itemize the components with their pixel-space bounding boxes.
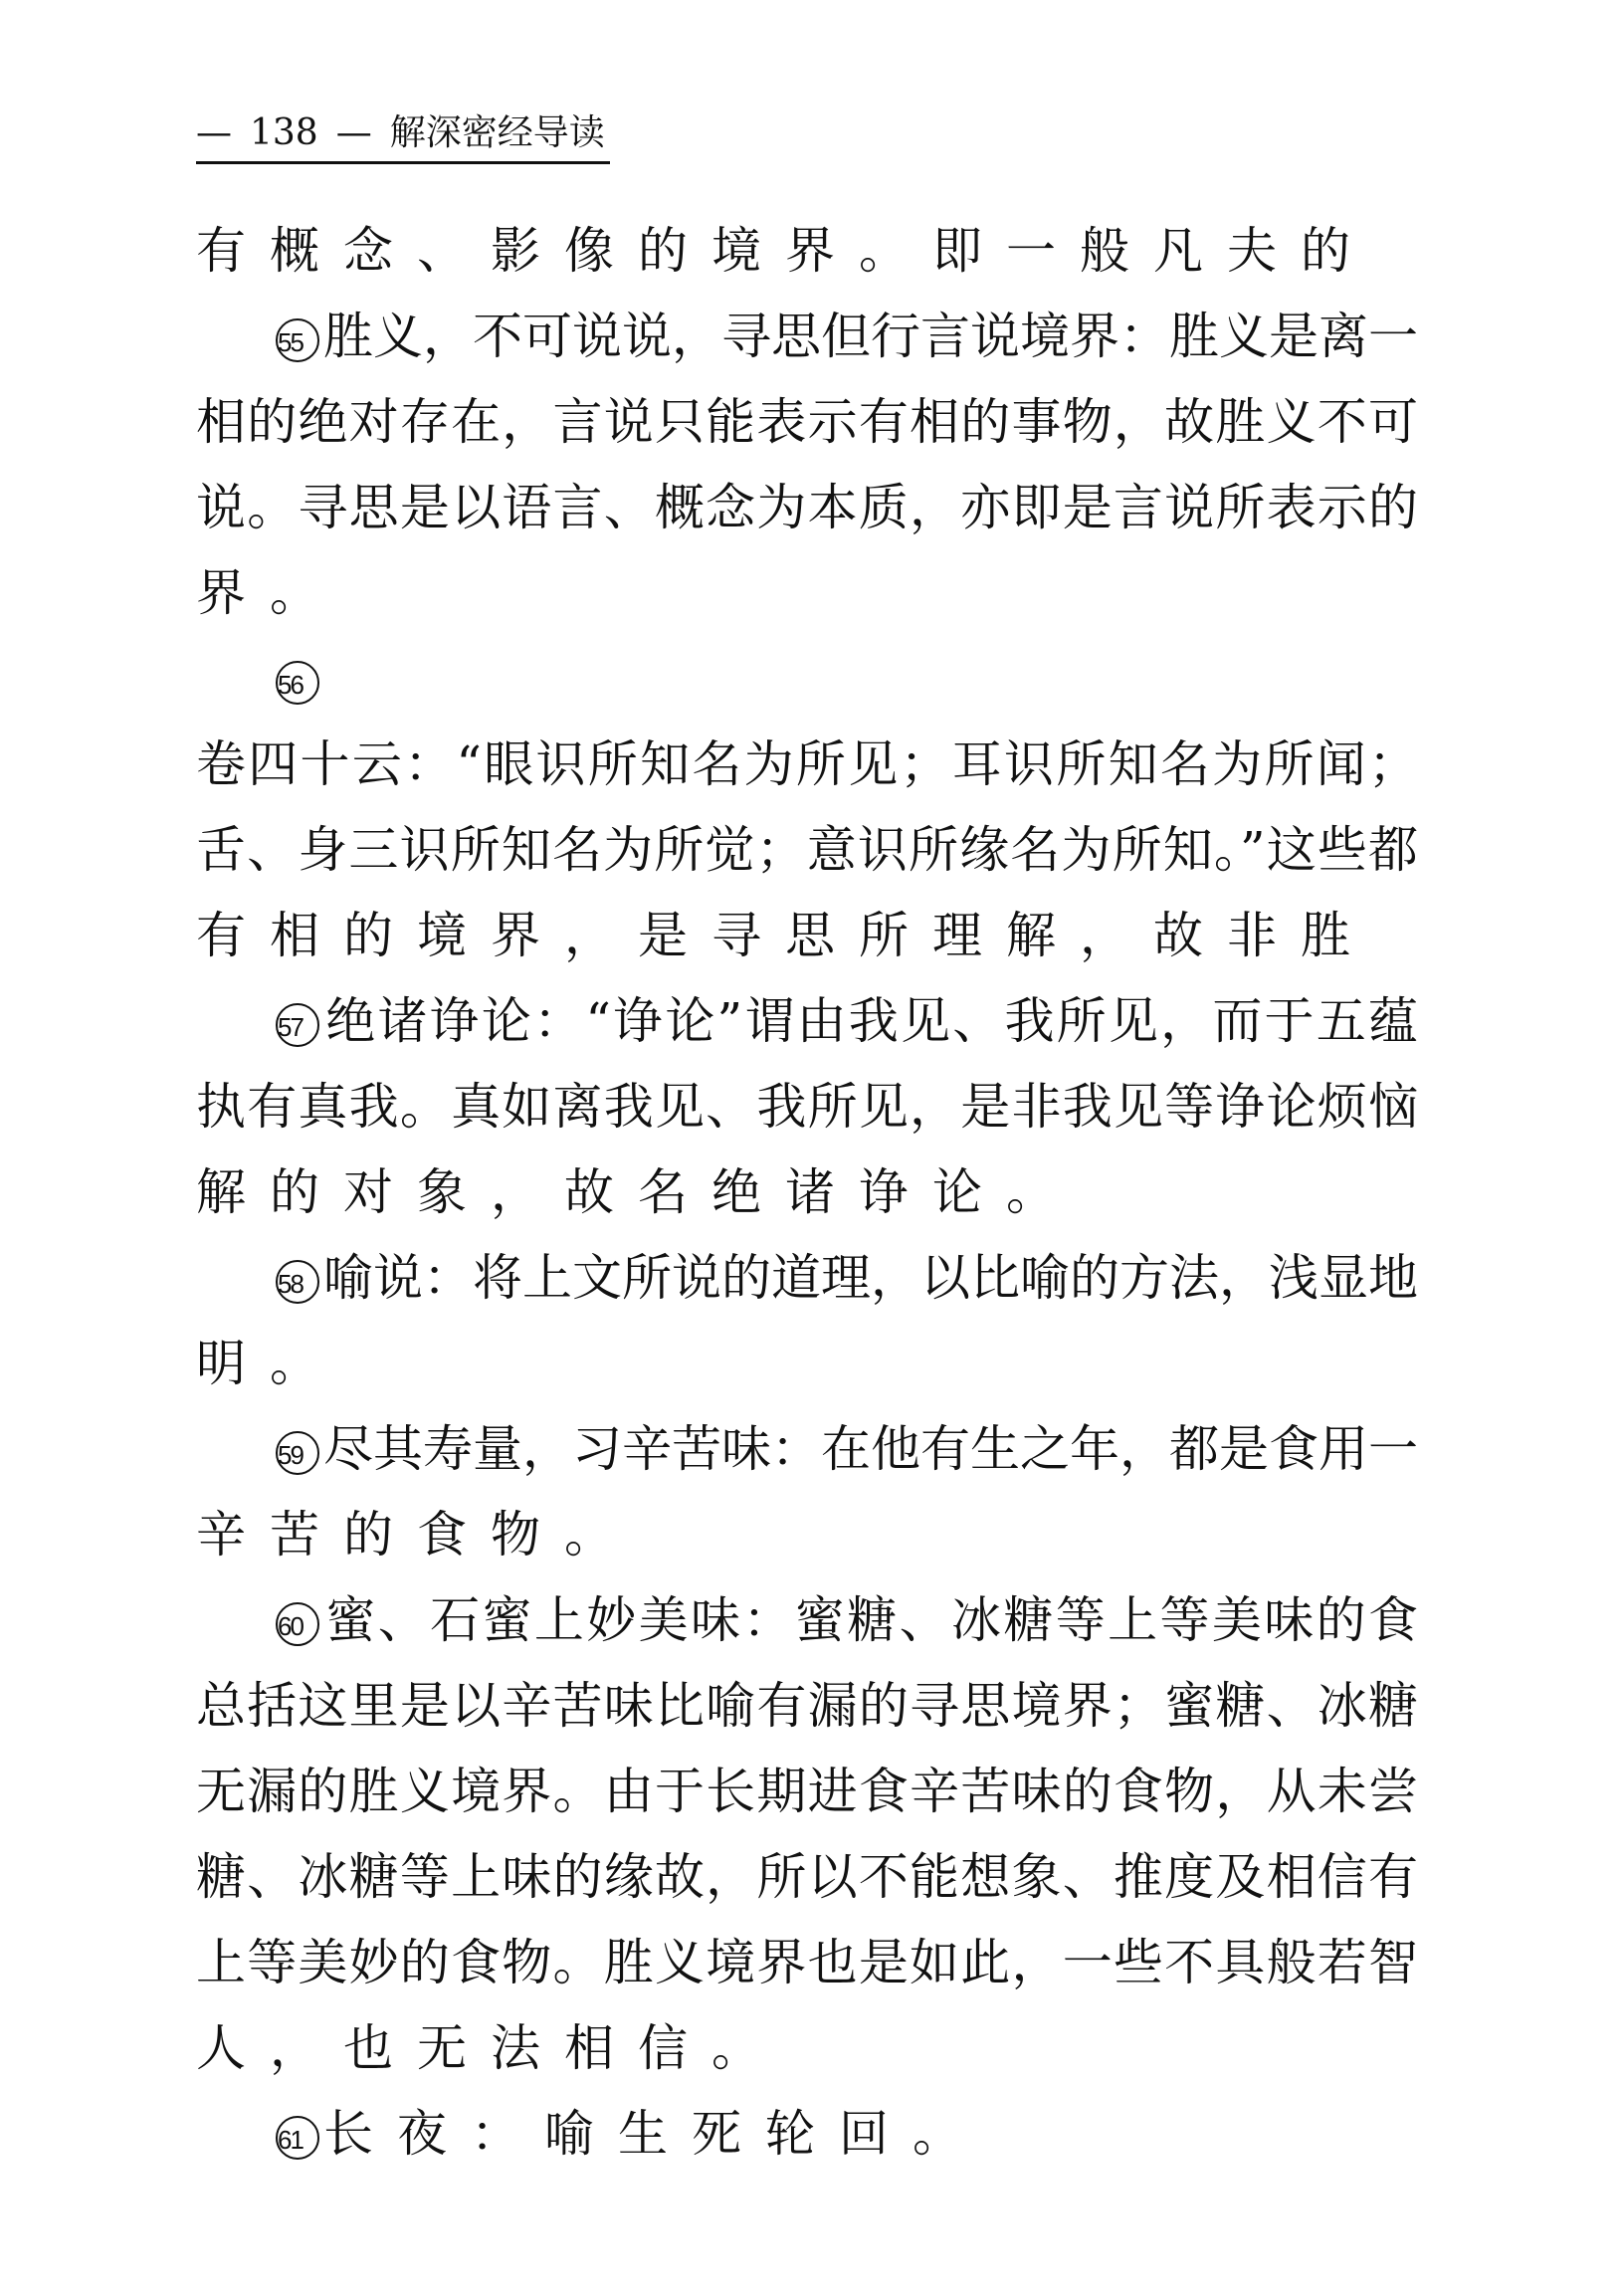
line-text: 绝诸诤论：“诤论”谓由我见、我所见，而于五蕴 (323, 992, 1418, 1050)
header-dash: — (335, 112, 372, 153)
line-text: 蜜、石蜜上妙美味：蜜糖、冰糖等上等美味的食 (323, 1591, 1418, 1649)
note-59 (196, 1406, 1418, 1577)
text-line (196, 1321, 1418, 1406)
page-number: 138 (250, 112, 318, 153)
text-line (196, 208, 1418, 294)
text-line (196, 1235, 1418, 1321)
circled-number-marker: 57 (276, 1003, 319, 1047)
circled-number-marker: 59 (276, 1431, 319, 1475)
text-line (196, 1749, 1418, 1834)
line-text: 人，也无法相信。 (196, 2019, 785, 2077)
circled-number-marker: 60 (276, 1602, 319, 1646)
line-text: 舌、身三识所知名为所觉；意识所缘名为所知。”这些都 (196, 821, 1418, 879)
text-line (196, 1577, 1418, 1663)
circled-number-marker: 56 (276, 661, 319, 705)
note-56 (196, 636, 1418, 978)
line-text: 相的绝对存在，言说只能表示有相的事物，故胜义不可 (196, 393, 1418, 451)
text-line (196, 294, 1418, 379)
line-text: 有概念、影像的境界。即一般凡夫的 (196, 222, 1374, 280)
text-line (196, 1920, 1418, 2005)
note-57 (196, 978, 1418, 1235)
text-line (196, 1834, 1418, 1920)
line-text: 胜义，不可说说，寻思但行言说境界：胜义是离一 (323, 308, 1418, 365)
line-text: 总括这里是以辛苦味比喻有漏的寻思境界；蜜糖、冰糖 (196, 1677, 1418, 1735)
line-text: 界。 (196, 564, 343, 622)
text-line (196, 550, 1418, 636)
circled-number-marker: 55 (276, 318, 319, 362)
page-header (196, 111, 610, 164)
text-line (196, 2091, 1418, 2177)
text-line (196, 379, 1418, 465)
line-text: 喻说：将上文所说的道理，以比喻的方法，浅显地 (323, 1249, 1418, 1307)
note-55 (196, 294, 1418, 636)
line-text: 有相的境界，是寻思所理解，故非胜 (196, 907, 1374, 964)
circled-number-marker: 58 (276, 1260, 319, 1304)
line-text: 无漏的胜义境界。由于长期进食辛苦味的食物，从未尝 (196, 1763, 1418, 1820)
text-line (196, 2005, 1418, 2091)
paragraph (196, 208, 1418, 294)
note-60 (196, 1577, 1418, 2091)
line-text: 执有真我。真如离我见、我所见，是非我见等诤论烦恼 (196, 1078, 1418, 1136)
text-line (196, 807, 1418, 893)
line-text: 糖、冰糖等上味的缘故，所以不能想象、推度及相信有 (196, 1848, 1418, 1906)
book-title: 解深密经导读 (389, 112, 605, 153)
line-text: 上等美妙的食物。胜义境界也是如此，一些不具般若智 (196, 1934, 1418, 1991)
header-dash: — (196, 112, 232, 153)
circled-number-marker: 61 (276, 2116, 319, 2160)
line-text: 辛苦的食物。 (196, 1506, 638, 1564)
line-text: 卷四十云：“眼识所知名为所见；耳识所知名为所闻； (196, 735, 1418, 793)
text-line (196, 1064, 1418, 1149)
text-line (196, 465, 1418, 550)
note-58 (196, 1235, 1418, 1406)
text-line (196, 1406, 1418, 1492)
line-text: 长夜：喻生死轮回。 (323, 2105, 986, 2163)
line-text: 明。 (196, 1335, 343, 1392)
text-line (196, 1492, 1418, 1577)
text-line (196, 722, 1418, 807)
note-61 (196, 2091, 1418, 2177)
line-text: 尽其寿量，习辛苦味：在他有生之年，都是食用一 (323, 1420, 1418, 1478)
text-line (196, 1663, 1418, 1749)
text-line (196, 1149, 1418, 1235)
line-text: 解的对象，故名绝诸诤论。 (196, 1163, 1080, 1221)
page-body (196, 208, 1418, 2177)
text-line (196, 978, 1418, 1064)
line-text: 说。寻思是以语言、概念为本质，亦即是言说所表示的 (196, 479, 1418, 536)
text-line (196, 636, 1418, 722)
text-line (196, 893, 1418, 978)
